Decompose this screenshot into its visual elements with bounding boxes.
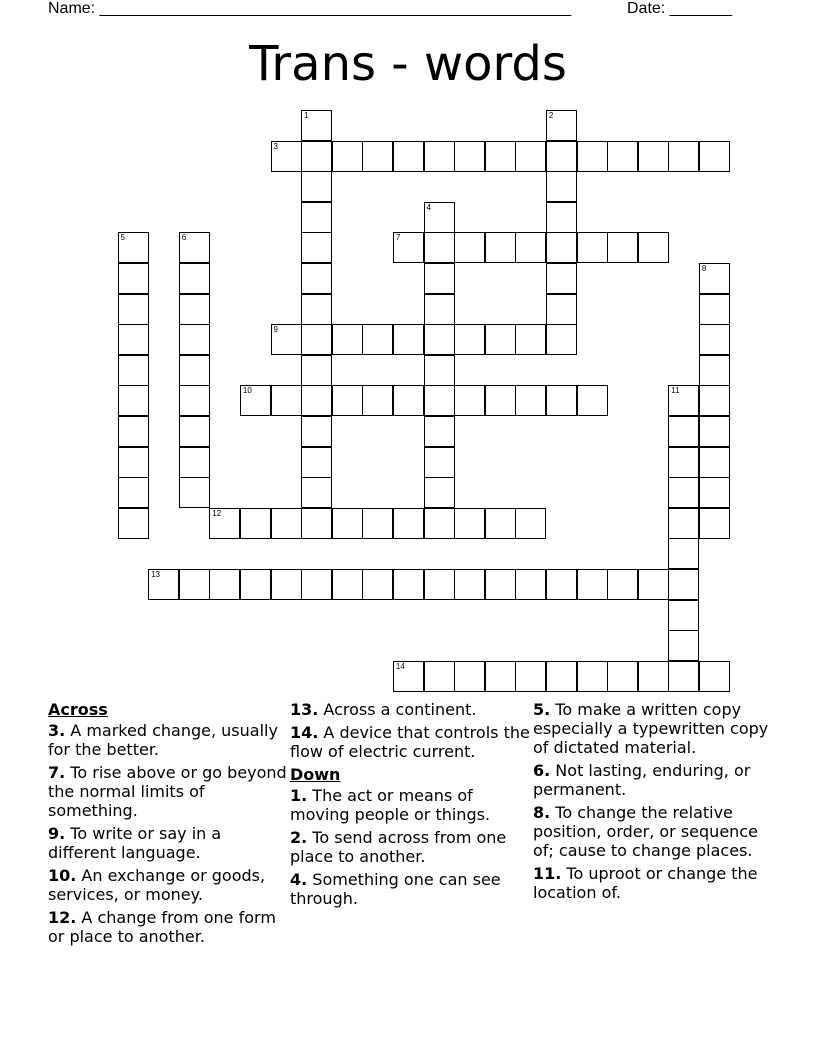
crossword-cell[interactable]	[393, 385, 424, 416]
crossword-cell[interactable]	[179, 232, 210, 263]
crossword-cell[interactable]	[301, 294, 332, 325]
crossword-cell[interactable]	[638, 232, 669, 263]
crossword-cell[interactable]	[179, 416, 210, 447]
clue-number: 3.	[48, 721, 66, 740]
crossword-cell[interactable]	[393, 569, 424, 600]
clue-number: 6.	[533, 761, 551, 780]
crossword-cell[interactable]	[699, 477, 730, 508]
crossword-cell[interactable]	[301, 110, 332, 141]
crossword-cell[interactable]	[638, 569, 669, 600]
crossword-cell[interactable]	[577, 141, 608, 172]
clue-text: Not lasting, enduring, or permanent.	[533, 761, 751, 799]
crossword-cell[interactable]	[546, 171, 577, 202]
crossword-cell[interactable]	[699, 447, 730, 478]
crossword-cell[interactable]	[515, 324, 546, 355]
clue-item	[48, 763, 288, 820]
crossword-cell[interactable]	[424, 202, 455, 233]
crossword-cell[interactable]	[179, 385, 210, 416]
crossword-cell[interactable]	[546, 294, 577, 325]
clue-text: To change the relative position, order, or sequence of; cause to change places.	[533, 803, 758, 860]
crossword-cell[interactable]	[668, 416, 699, 447]
crossword-cell[interactable]	[454, 324, 485, 355]
clue-number: 12.	[48, 908, 77, 927]
section-heading-across: Across	[48, 700, 108, 719]
clue-item	[290, 723, 530, 761]
cell-number: 12	[212, 508, 222, 518]
crossword-cell[interactable]	[424, 232, 455, 263]
crossword-cell[interactable]	[118, 508, 149, 539]
crossword-cell[interactable]	[271, 141, 302, 172]
crossword-cell[interactable]	[515, 661, 546, 692]
crossword-cell[interactable]	[301, 141, 332, 172]
crossword-cell[interactable]	[393, 324, 424, 355]
cell-number: 4	[426, 202, 431, 212]
clue-number: 11.	[533, 864, 562, 883]
crossword-cell[interactable]	[485, 385, 516, 416]
cell-number: 5	[120, 233, 125, 243]
clue-item	[290, 700, 530, 719]
cell-number: 6	[181, 233, 187, 243]
clue-item	[290, 786, 530, 824]
crossword-cell[interactable]	[301, 569, 332, 600]
clue-text: To send across from one place to another.	[290, 828, 507, 866]
crossword-cell[interactable]	[668, 447, 699, 478]
crossword-cell[interactable]	[699, 416, 730, 447]
crossword-cell[interactable]	[301, 355, 332, 386]
crossword-cell[interactable]	[607, 569, 638, 600]
crossword-cell[interactable]	[301, 385, 332, 416]
crossword-cell[interactable]	[699, 294, 730, 325]
clue-text: A change from one form or place to another.	[48, 908, 276, 946]
crossword-cell[interactable]	[485, 661, 516, 692]
crossword-cell[interactable]	[485, 141, 516, 172]
crossword-cell[interactable]	[301, 508, 332, 539]
crossword-cell[interactable]	[179, 355, 210, 386]
crossword-cell[interactable]	[148, 569, 179, 600]
clue-number: 5.	[533, 700, 551, 719]
crossword-cell[interactable]	[699, 263, 730, 294]
cell-number: 3	[273, 141, 278, 151]
clue-item	[533, 803, 773, 860]
crossword-cell[interactable]	[424, 324, 455, 355]
crossword-cell[interactable]	[424, 263, 455, 294]
crossword-cell[interactable]	[699, 355, 730, 386]
clue-number: 10.	[48, 866, 77, 885]
crossword-cell[interactable]	[118, 324, 149, 355]
crossword-cell[interactable]	[179, 263, 210, 294]
crossword-cell[interactable]	[668, 661, 699, 692]
crossword-cell[interactable]	[668, 538, 699, 569]
crossword-cell[interactable]	[424, 508, 455, 539]
crossword-cell[interactable]	[424, 447, 455, 478]
crossword-cell[interactable]	[546, 324, 577, 355]
clue-text: A marked change, usually for the better.	[48, 721, 278, 759]
clue-item	[290, 828, 530, 866]
crossword-cell[interactable]	[638, 141, 669, 172]
clue-number: 8.	[533, 803, 551, 822]
clue-number: 13.	[290, 700, 319, 719]
crossword-cell[interactable]	[515, 508, 546, 539]
crossword-cell[interactable]	[362, 569, 393, 600]
section-heading-down: Down	[290, 765, 341, 784]
clue-item	[48, 721, 288, 759]
crossword-cell[interactable]	[454, 508, 485, 539]
crossword-cell[interactable]	[271, 324, 302, 355]
crossword-cell[interactable]	[424, 416, 455, 447]
cell-number: 11	[671, 386, 680, 396]
crossword-cell[interactable]	[301, 263, 332, 294]
crossword-cell[interactable]	[393, 141, 424, 172]
crossword-cell[interactable]	[179, 477, 210, 508]
clue-column-1	[48, 700, 288, 950]
clue-item	[48, 908, 288, 946]
crossword-cell[interactable]	[546, 232, 577, 263]
crossword-cell[interactable]	[515, 385, 546, 416]
clue-number: 2.	[290, 828, 308, 847]
clue-text: A device that controls the flow of electric current.	[290, 723, 530, 761]
clue-text: Something one can see through.	[290, 870, 501, 908]
crossword-cell[interactable]	[454, 141, 485, 172]
name-field-label: Name: _____________________________________________________	[48, 0, 572, 17]
crossword-cell[interactable]	[301, 477, 332, 508]
cell-number: 9	[273, 325, 278, 335]
crossword-cell[interactable]	[424, 355, 455, 386]
crossword-cell[interactable]	[577, 385, 608, 416]
crossword-cell[interactable]	[485, 569, 516, 600]
crossword-cell[interactable]	[607, 141, 638, 172]
crossword-cell[interactable]	[577, 569, 608, 600]
crossword-cell[interactable]	[485, 508, 516, 539]
crossword-cell[interactable]	[118, 416, 149, 447]
crossword-cell[interactable]	[485, 232, 516, 263]
crossword-cell[interactable]	[393, 661, 424, 692]
crossword-cell[interactable]	[546, 141, 577, 172]
cell-number: 7	[395, 233, 401, 243]
crossword-cell[interactable]	[362, 385, 393, 416]
cell-number: 1	[304, 111, 309, 120]
clue-item	[48, 824, 288, 862]
clue-text: To make a written copy especially a typewritten copy of dictated material.	[533, 700, 769, 757]
crossword-cell[interactable]	[301, 447, 332, 478]
crossword-cell[interactable]	[485, 324, 516, 355]
crossword-cell[interactable]	[577, 232, 608, 263]
crossword-cell[interactable]	[271, 385, 302, 416]
crossword-cell[interactable]	[271, 569, 302, 600]
crossword-cell[interactable]	[638, 661, 669, 692]
crossword-cell[interactable]	[118, 447, 149, 478]
crossword-cell[interactable]	[179, 569, 210, 600]
crossword-cell[interactable]	[454, 385, 485, 416]
date-field-label: Date: _______	[627, 0, 732, 17]
crossword-cell[interactable]	[332, 324, 363, 355]
crossword-cell[interactable]	[424, 661, 455, 692]
cell-number: 10	[242, 386, 252, 396]
crossword-cell[interactable]	[179, 294, 210, 325]
crossword-cell[interactable]	[424, 294, 455, 325]
crossword-cell[interactable]	[118, 263, 149, 294]
crossword-cell[interactable]	[393, 232, 424, 263]
crossword-cell[interactable]	[668, 477, 699, 508]
clue-item	[533, 700, 773, 757]
crossword-cell[interactable]	[668, 569, 699, 600]
crossword-cell[interactable]	[301, 232, 332, 263]
clue-item	[290, 870, 530, 908]
crossword-cell[interactable]	[577, 661, 608, 692]
clue-text: To write or say in a different language.	[48, 824, 222, 862]
crossword-cell[interactable]	[668, 600, 699, 631]
crossword-cell[interactable]	[362, 141, 393, 172]
crossword-cell[interactable]	[607, 661, 638, 692]
crossword-cell[interactable]	[546, 202, 577, 233]
clue-text: The act or means of moving people or things.	[290, 786, 491, 824]
crossword-cell[interactable]	[301, 202, 332, 233]
clue-text: Across a continent.	[318, 700, 477, 719]
crossword-cell[interactable]	[240, 385, 271, 416]
crossword-cell[interactable]	[546, 385, 577, 416]
crossword-cell[interactable]	[668, 630, 699, 661]
clue-text: An exchange or goods, services, or money.	[48, 866, 266, 904]
clue-item	[48, 866, 288, 904]
crossword-cell[interactable]	[699, 385, 730, 416]
clue-number: 4.	[290, 870, 308, 889]
crossword-cell[interactable]	[393, 508, 424, 539]
cell-number: 14	[395, 661, 405, 671]
crossword-cell[interactable]	[424, 385, 455, 416]
crossword-cell[interactable]	[240, 508, 271, 539]
crossword-cell[interactable]	[362, 508, 393, 539]
crossword-cell[interactable]	[209, 508, 240, 539]
clue-column-2	[290, 700, 530, 912]
crossword-cell[interactable]	[424, 141, 455, 172]
crossword-cell[interactable]	[332, 141, 363, 172]
crossword-cell[interactable]	[240, 569, 271, 600]
clue-number: 1.	[290, 786, 308, 805]
crossword-cell[interactable]	[546, 110, 577, 141]
crossword-cell[interactable]	[118, 355, 149, 386]
clue-text: To uproot or change the location of.	[533, 864, 758, 902]
crossword-cell[interactable]	[515, 232, 546, 263]
clue-number: 14.	[290, 723, 319, 742]
crossword-cell[interactable]	[118, 294, 149, 325]
crossword-cell[interactable]	[209, 569, 240, 600]
crossword-cell[interactable]	[332, 569, 363, 600]
crossword-cell[interactable]	[546, 661, 577, 692]
crossword-cell[interactable]	[301, 171, 332, 202]
crossword-cell[interactable]	[118, 385, 149, 416]
crossword-cell[interactable]	[362, 324, 393, 355]
crossword-cell[interactable]	[699, 324, 730, 355]
crossword-cell[interactable]	[332, 385, 363, 416]
crossword-cell[interactable]	[271, 508, 302, 539]
cell-number: 13	[151, 570, 160, 579]
crossword-cell[interactable]	[699, 508, 730, 539]
clue-column-3	[533, 700, 773, 906]
crossword-cell[interactable]	[118, 477, 149, 508]
crossword-cell[interactable]	[424, 477, 455, 508]
crossword-cell[interactable]	[118, 232, 149, 263]
crossword-cell[interactable]	[607, 232, 638, 263]
puzzle-title: Trans - words	[249, 36, 567, 92]
clue-item	[533, 761, 773, 799]
clue-item	[533, 864, 773, 902]
crossword-cell[interactable]	[668, 141, 699, 172]
clue-text: To rise above or go beyond the normal limits of something.	[48, 763, 287, 820]
cell-number: 8	[701, 264, 707, 273]
crossword-cell[interactable]	[424, 569, 455, 600]
clue-number: 9.	[48, 824, 66, 843]
crossword-cell[interactable]	[454, 569, 485, 600]
crossword-cell[interactable]	[668, 385, 699, 416]
crossword-cell[interactable]	[699, 141, 730, 172]
crossword-cell[interactable]	[301, 324, 332, 355]
crossword-cell[interactable]	[668, 508, 699, 539]
clue-number: 7.	[48, 763, 66, 782]
crossword-cell[interactable]	[546, 569, 577, 600]
crossword-cell[interactable]	[454, 232, 485, 263]
crossword-cell[interactable]	[515, 141, 546, 172]
crossword-cell[interactable]	[454, 661, 485, 692]
crossword-cell[interactable]	[515, 569, 546, 600]
crossword-cell[interactable]	[301, 416, 332, 447]
crossword-cell[interactable]	[332, 508, 363, 539]
crossword-cell[interactable]	[546, 263, 577, 294]
cell-number: 2	[548, 111, 554, 120]
crossword-cell[interactable]	[699, 661, 730, 692]
crossword-cell[interactable]	[179, 324, 210, 355]
crossword-cell[interactable]	[179, 447, 210, 478]
